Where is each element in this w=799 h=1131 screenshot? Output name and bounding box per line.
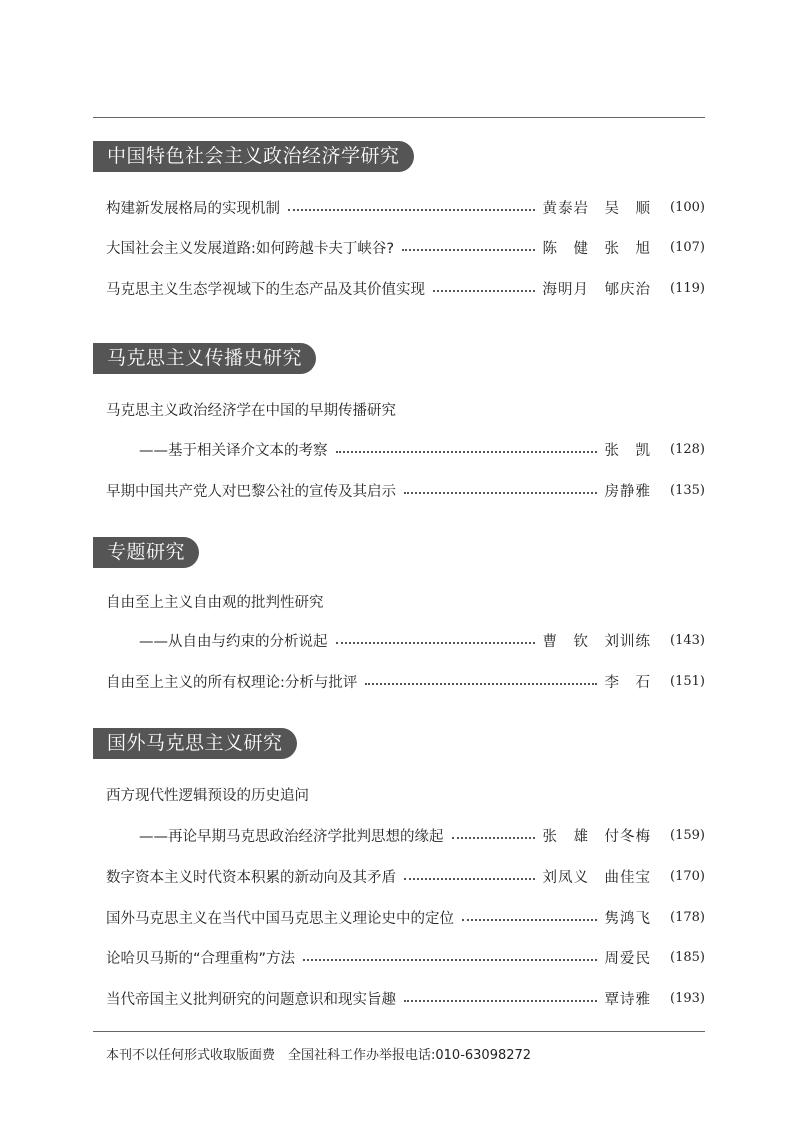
entry-title: 数字资本主义时代资本积累的新动向及其矛盾	[106, 869, 396, 886]
entry-subtitle: ——从自由与约束的分析说起	[139, 633, 328, 650]
entry-page: (178)	[670, 909, 705, 925]
toc-entry[interactable]	[106, 864, 705, 888]
entry-page: (151)	[670, 673, 705, 689]
entry-authors: 覃诗雅	[604, 991, 651, 1008]
section-heading: 中国特色社会主义政治经济学研究	[93, 141, 414, 172]
toc-entry[interactable]	[106, 669, 705, 693]
entry-subtitle: ——再论早期马克思政治经济学批判思想的缘起	[139, 828, 444, 845]
entry-authors: 海明月 郇庆治	[542, 281, 651, 298]
entry-title: 早期中国共产党人对巴黎公社的宣传及其启示	[106, 483, 396, 500]
entry-title: 大国社会主义发展道路:如何跨越卡夫丁峡谷?	[106, 240, 395, 257]
footer-notice: 本刊不以任何形式收取版面费 全国社科工作办举报电话:010-63098272	[106, 1048, 532, 1063]
entry-page: (100)	[670, 199, 705, 215]
entry-subtitle: ——基于相关译介文本的考察	[139, 442, 328, 459]
dot-leader	[404, 1000, 597, 1002]
toc-entry[interactable]	[106, 986, 705, 1010]
entry-title[interactable]: 自由至上主义自由观的批判性研究	[106, 595, 324, 611]
entry-authors: 周爱民	[604, 950, 651, 967]
dot-leader	[288, 209, 535, 211]
toc-entry[interactable]	[106, 276, 705, 300]
entry-title: 国外马克思主义在当代中国马克思主义理论史中的定位	[106, 910, 454, 927]
entry-authors: 张 雄 付冬梅	[542, 828, 651, 845]
entry-authors: 房静雅	[604, 483, 651, 500]
entry-title: 自由至上主义的所有权理论:分析与批评	[106, 674, 358, 691]
bottom-rule	[93, 1031, 705, 1032]
entry-page: (170)	[670, 868, 705, 884]
entry-title: 论哈贝马斯的“合理重构”方法	[106, 950, 296, 967]
entry-title[interactable]: 西方现代性逻辑预设的历史追问	[106, 788, 309, 804]
entry-title: 构建新发展格局的实现机制	[106, 200, 280, 217]
toc-entry[interactable]	[106, 195, 705, 219]
dot-leader	[452, 837, 535, 839]
entry-page: (119)	[670, 280, 705, 296]
dot-leader	[404, 492, 597, 494]
dot-leader	[336, 642, 535, 644]
top-rule	[93, 117, 705, 118]
entry-authors: 隽鸿飞	[604, 910, 651, 927]
toc-entry[interactable]	[106, 235, 705, 259]
entry-authors: 张 凯	[604, 442, 651, 459]
section-heading: 马克思主义传播史研究	[93, 343, 316, 374]
section-heading: 国外马克思主义研究	[93, 728, 297, 759]
toc-entry[interactable]	[139, 628, 705, 652]
entry-title: 当代帝国主义批判研究的问题意识和现实旨趣	[106, 991, 396, 1008]
entry-authors: 黄泰岩 吴 顺	[542, 200, 651, 217]
entry-title[interactable]: 马克思主义政治经济学在中国的早期传播研究	[106, 403, 396, 419]
toc-entry[interactable]	[139, 437, 705, 461]
dot-leader	[365, 683, 596, 685]
dot-leader	[433, 290, 535, 292]
dot-leader	[462, 919, 597, 921]
dot-leader	[303, 959, 596, 961]
toc-entry[interactable]	[106, 478, 705, 502]
entry-page: (185)	[670, 949, 705, 965]
section-heading: 专题研究	[93, 537, 199, 568]
entry-page: (135)	[670, 482, 705, 498]
entry-authors: 李 石	[604, 674, 651, 691]
entry-authors: 曹 钦 刘训练	[542, 633, 651, 650]
entry-page: (107)	[670, 239, 705, 255]
toc-entry[interactable]	[139, 823, 705, 847]
entry-authors: 刘凤义 曲佳宝	[542, 869, 651, 886]
dot-leader	[404, 878, 535, 880]
dot-leader	[336, 451, 597, 453]
entry-page: (128)	[670, 441, 705, 457]
entry-authors: 陈 健 张 旭	[542, 240, 651, 257]
entry-page: (143)	[670, 632, 705, 648]
dot-leader	[402, 249, 534, 251]
toc-entry[interactable]	[106, 945, 705, 969]
entry-title: 马克思主义生态学视域下的生态产品及其价值实现	[106, 281, 425, 298]
entry-page: (159)	[670, 827, 705, 843]
toc-entry[interactable]	[106, 905, 705, 929]
entry-page: (193)	[670, 990, 705, 1006]
